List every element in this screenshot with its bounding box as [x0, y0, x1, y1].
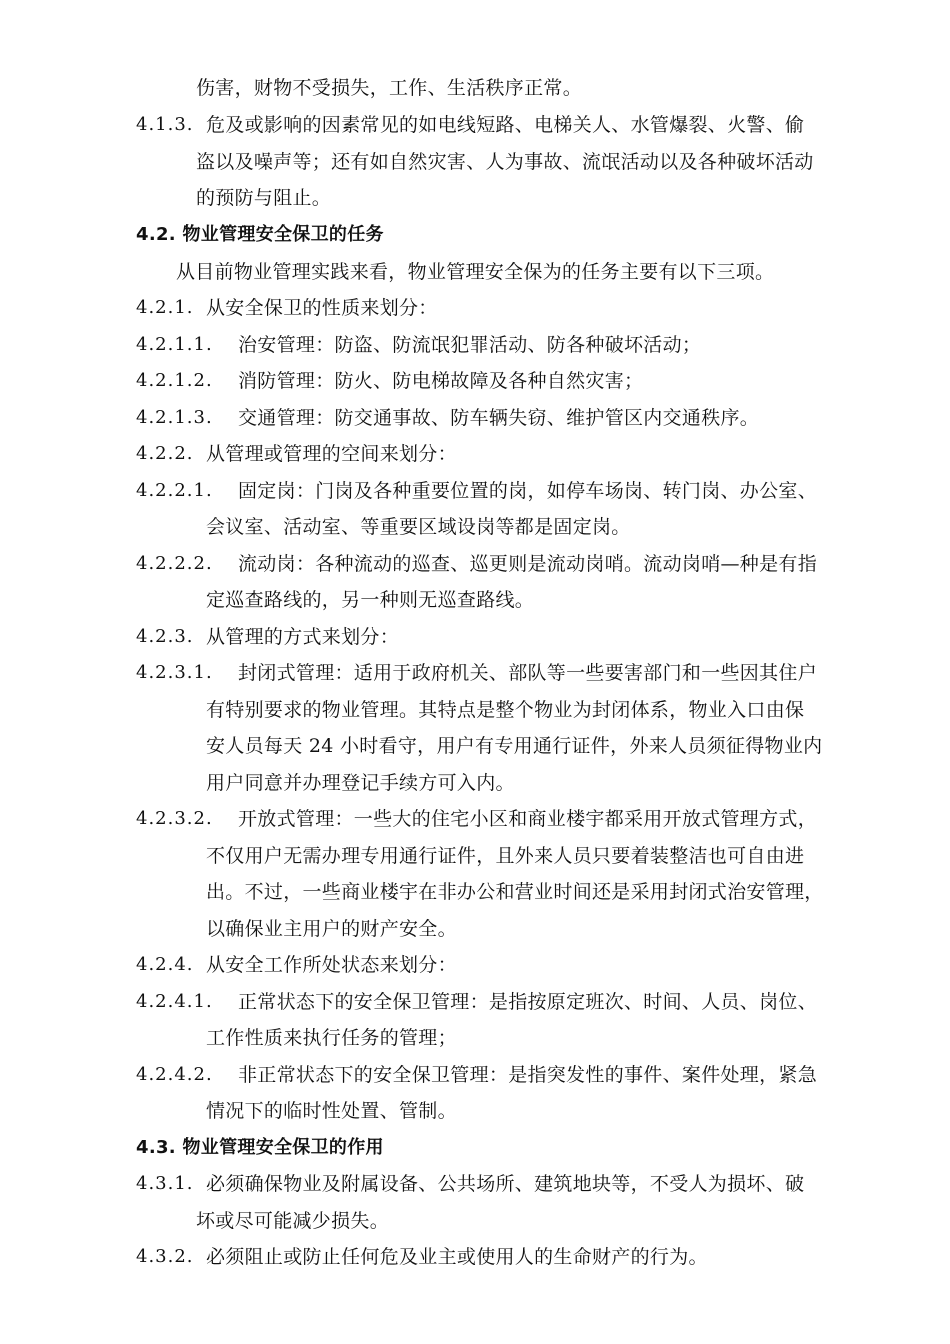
paragraph-line: 交通管理：防交通事故、防车辆失窃、维护管区内交通秩序。: [238, 407, 760, 429]
section-number: 4.2.1.2.: [136, 370, 213, 391]
section-number: 4.2.4.: [136, 954, 194, 975]
paragraph-line: 情况下的临时性处置、管制。: [206, 1100, 457, 1122]
section-number: 4.2.4.2.: [136, 1064, 213, 1085]
section-number: 4.2.1.3.: [136, 407, 213, 428]
section-number: 4.2.1.1.: [136, 334, 213, 355]
paragraph-line: 封闭式管理：适用于政府机关、部队等一些要害部门和一些因其住户: [238, 662, 818, 684]
paragraph-line: 消防管理：防火、防电梯故障及各种自然灾害；: [238, 370, 644, 392]
section-number: 4.2.1.: [136, 297, 194, 318]
section-number: 4.2.3.2.: [136, 808, 213, 829]
paragraph-line: 以确保业主用户的财产安全。: [206, 918, 457, 940]
section-number: 4.2.2.2.: [136, 553, 213, 574]
paragraph-line: 伤害，财物不受损失，工作、生活秩序正常。: [196, 77, 583, 99]
paragraph-line: 固定岗：门岗及各种重要位置的岗，如停车场岗、转门岗、办公室、: [238, 480, 818, 502]
paragraph-line: 安人员每天 24 小时看守，用户有专用通行证件，外来人员须征得物业内: [206, 735, 823, 757]
section-number: 4.2.3.1.: [136, 662, 213, 683]
paragraph-line: 危及或影响的因素常见的如电线短路、电梯关人、水管爆裂、火警、偷: [206, 114, 805, 136]
paragraph-line: 必须阻止或防止任何危及业主或使用人的生命财产的行为。: [206, 1246, 708, 1268]
paragraph-line: 从目前物业管理实践来看，物业管理安全保为的任务主要有以下三项。: [176, 261, 775, 283]
paragraph-line: 开放式管理：一些大的住宅小区和商业楼宇都采用开放式管理方式，: [238, 808, 818, 830]
section-number: 4.2.2.1.: [136, 480, 213, 501]
paragraph-line: 出。不过，一些商业楼宇在非办公和营业时间还是采用封闭式治安管理，: [206, 881, 824, 903]
section-heading: 4.2. 物业管理安全保卫的任务: [136, 224, 384, 245]
paragraph-line: 流动岗：各种流动的巡查、巡更则是流动岗哨。流动岗哨—种是有指: [238, 553, 818, 575]
paragraph-line: 从管理的方式来划分：: [206, 626, 400, 648]
paragraph-line: 非正常状态下的安全保卫管理：是指突发性的事件、案件处理，紧急: [238, 1064, 818, 1086]
paragraph-line: 定巡查路线的，另一种则无巡查路线。: [206, 589, 535, 611]
paragraph-line: 用户同意并办理登记手续方可入内。: [206, 772, 515, 794]
section-number: 4.2.2.: [136, 443, 194, 464]
paragraph-line: 正常状态下的安全保卫管理：是指按原定班次、时间、人员、岗位、: [238, 991, 818, 1013]
section-number: 4.2.3.: [136, 626, 194, 647]
section-number: 4.3.1.: [136, 1173, 194, 1194]
paragraph-line: 治安管理：防盗、防流氓犯罪活动、防各种破坏活动；: [238, 334, 702, 356]
paragraph-line: 从管理或管理的空间来划分：: [206, 443, 457, 465]
paragraph-line: 盗以及噪声等；还有如自然灾害、人为事故、流氓活动以及各种破坏活动: [196, 151, 814, 173]
paragraph-line: 从安全保卫的性质来划分：: [206, 297, 438, 319]
section-number: 4.3.2.: [136, 1246, 194, 1267]
paragraph-line: 从安全工作所处状态来划分：: [206, 954, 457, 976]
paragraph-line: 有特别要求的物业管理。其特点是整个物业为封闭体系，物业入口由保: [206, 699, 805, 721]
paragraph-line: 必须确保物业及附属设备、公共场所、建筑地块等，不受人为损坏、破: [206, 1173, 805, 1195]
section-number: 4.2.4.1.: [136, 991, 213, 1012]
section-heading: 4.3. 物业管理安全保卫的作用: [136, 1137, 384, 1158]
paragraph-line: 坏或尽可能减少损失。: [196, 1210, 390, 1232]
section-number: 4.1.3.: [136, 114, 194, 135]
paragraph-line: 工作性质来执行任务的管理；: [206, 1027, 457, 1049]
paragraph-line: 不仅用户无需办理专用通行证件，且外来人员只要着装整洁也可自由进: [206, 845, 805, 867]
paragraph-line: 会议室、活动室、等重要区域设岗等都是固定岗。: [206, 516, 631, 538]
paragraph-line: 的预防与阻止。: [196, 187, 332, 209]
